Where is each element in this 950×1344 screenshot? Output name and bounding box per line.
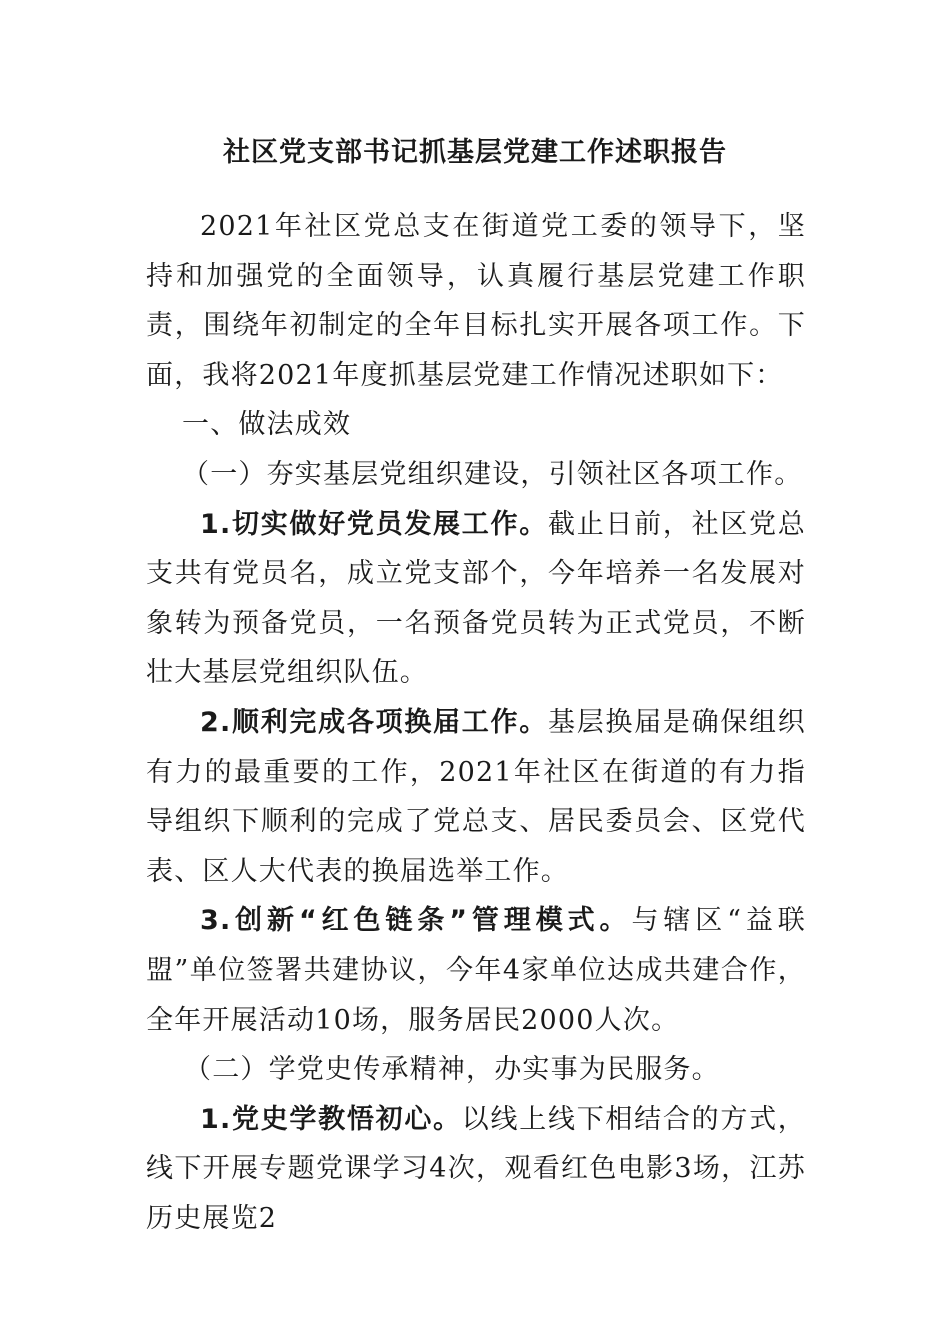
list-item-paragraph xyxy=(146,1095,806,1244)
list-item-paragraph xyxy=(146,500,806,698)
paragraph-lead: 3.创新“红色链条”管理模式。 xyxy=(200,905,632,937)
paragraph-text: （二）学党史传承精神，办实事为民服务。 xyxy=(184,1054,720,1086)
paragraph-lead: 2.顺利完成各项换届工作。 xyxy=(200,706,548,738)
paragraph-intro xyxy=(146,202,806,400)
paragraph-lead: 1.党史学教悟初心。 xyxy=(200,1103,462,1135)
paragraph-text: 2021年社区党总支在街道党工委的领导下，坚持和加强党的全面领导，认真履行基层党建工作职责，围绕年初制定的全年目标扎实开展各项工作。下面，我将2021年度抓基层党建工作情况述职如下： xyxy=(146,211,806,391)
paragraph-text: 截止日前，社区党总支共有党员名，成立党支部个，今年培养一名发展对象转为预备党员，一名预备党员转为正式党员，不断壮大基层党组织队伍。 xyxy=(146,508,806,689)
paragraph-text: 以线上线下相结合的方式，线下开展专题党课学习4次，观看红色电影3场，江苏历史展览2 xyxy=(146,1103,806,1234)
document-body xyxy=(146,202,806,1243)
paragraph-text: 基层换届是确保组织有力的最重要的工作，2021年社区在街道的有力指导组织下顺利的完成了党总支、居民委员会、区党代表、区人大代表的换届选举工作。 xyxy=(146,706,806,887)
subsection-heading xyxy=(146,450,806,500)
section-heading xyxy=(146,400,806,450)
paragraph-lead: 1.切实做好党员发展工作。 xyxy=(200,508,548,540)
list-item-paragraph xyxy=(146,698,806,896)
paragraph-text: （一）夯实基层党组织建设，引领社区各项工作。 xyxy=(182,458,803,490)
subsection-heading xyxy=(146,1045,806,1095)
paragraph-text: 一、做法成效 xyxy=(182,409,352,441)
document-title: 社区党支部书记抓基层党建工作述职报告 xyxy=(223,137,727,168)
paragraph-text: 与辖区“益联盟”单位签署共建协议，今年4家单位达成共建合作，全年开展活动10场，服务居民2000人次。 xyxy=(146,905,806,1036)
list-item-paragraph xyxy=(146,896,806,1045)
